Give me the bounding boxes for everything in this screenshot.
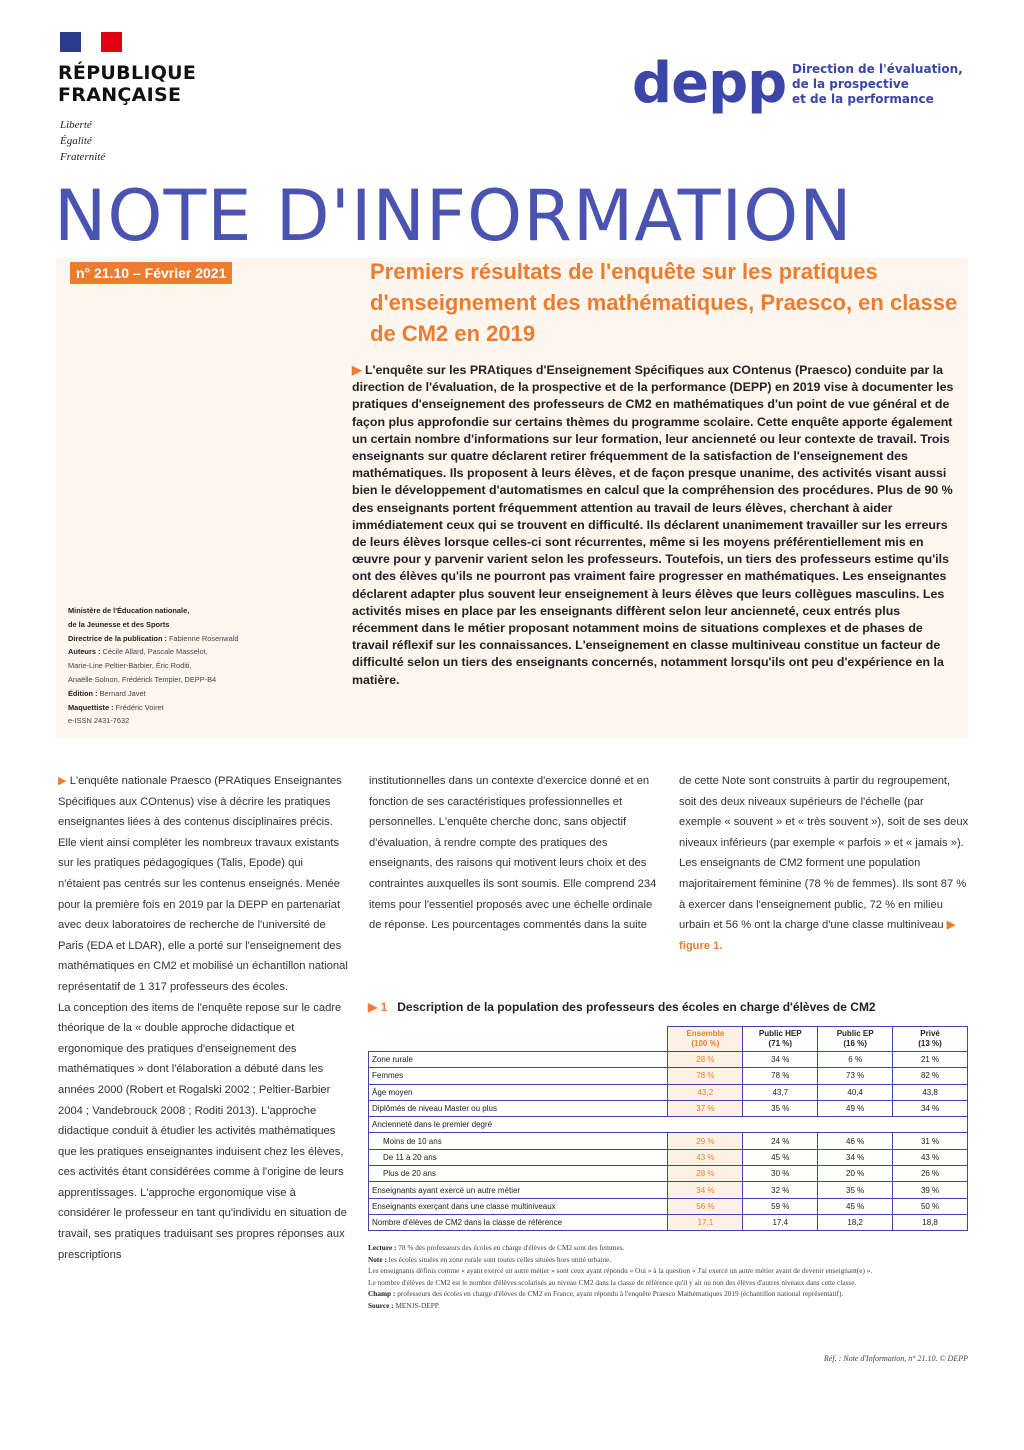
table-cell: 56 %: [668, 1198, 743, 1214]
header-public-ep-share: (16 %): [843, 1039, 867, 1048]
table-header-ensemble: [668, 1027, 743, 1052]
body-column-2: [369, 771, 659, 936]
french-flag-logo: [60, 32, 122, 52]
table-row: [369, 1084, 968, 1100]
figure-note: [368, 1265, 968, 1277]
credits-label: Édition :: [68, 688, 98, 698]
credits-value: Cécile Allard, Pascale Masselot,: [102, 647, 208, 657]
credits-line: [68, 618, 338, 632]
table-cell: 34 %: [743, 1052, 818, 1068]
table-cell: 40,4: [818, 1084, 893, 1100]
table-cell: 39 %: [893, 1182, 968, 1198]
main-title: Premiers résultats de l'enquête sur les pratiques d'enseignement des mathématiques, Praesco, en classe de CM2 en 2019: [370, 259, 958, 346]
header-prive-share: (13 %): [918, 1039, 942, 1048]
table-cell: 6 %: [818, 1052, 893, 1068]
table-row: [369, 1214, 968, 1230]
table-cell: 26 %: [893, 1166, 968, 1182]
table-cell: 18,2: [818, 1214, 893, 1230]
table-cell: 17,1: [668, 1214, 743, 1230]
figure-note-text: les écoles situées en zone rurale sont toutes celles situées hors unité urbaine.: [388, 1254, 612, 1264]
credits-value: Anaëlle Solnon, Frédérick Tempier, DEPP-B4: [68, 674, 217, 684]
table-cell: 34 %: [818, 1149, 893, 1165]
credits-label: de la Jeunesse et des Sports: [68, 619, 170, 629]
figure-note: [368, 1242, 968, 1254]
depp-sub-line3: et de la performance: [792, 92, 934, 106]
figure-note-text: professeurs des écoles en charge d'élèves de CM2 en France, ayant répondu à l'enquête Praesco Mathématiques 2019 (échantillon national représentatif).: [397, 1289, 844, 1299]
table-row: [369, 1068, 968, 1084]
arrow-icon: ▶: [58, 775, 70, 787]
table-row: [369, 1149, 968, 1165]
credits-label: Maquettiste :: [68, 702, 114, 712]
table-cell: 35 %: [743, 1100, 818, 1116]
issue-badge: n° 21.10 – Février 2021: [70, 262, 232, 284]
table-cell: 59 %: [743, 1198, 818, 1214]
figure-table: [368, 1026, 968, 1231]
credits-line: [68, 659, 338, 673]
figure-note-text: Le nombre d'élèves de CM2 est le nombre d'élèves scolarisés au niveau CM2 dans la classe de référence qu'il y ait ou non des élèves d'autres niveaux dans cette classe.: [368, 1277, 857, 1287]
col2-paragraph-1: institutionnelles dans un contexte d'exercice donné et en fonction de ses caractéristiques professionnelles et personnelles. L'enquête cherche donc, sans objectif d'évaluation, à rendre compte des pratiques des enseignants, des raisons qui motivent leurs choix et des contraintes auxquelles ils sont soumis. Elle comprend 234 items pour l'essentiel proposés avec une échelle ordinale de réponse. Les pourcentages commentés dans la suite: [369, 775, 657, 932]
table-cell: 30 %: [743, 1166, 818, 1182]
credits-line: [68, 604, 338, 618]
header-ensemble-label: Ensemble: [686, 1029, 725, 1038]
header-prive-label: Privé: [920, 1029, 940, 1038]
table-cell: 78 %: [668, 1068, 743, 1084]
credits-value: Frédéric Voiret: [115, 702, 164, 712]
table-row-label: Femmes: [369, 1068, 668, 1084]
table-row-label: Enseignants exerçant dans une classe multiniveaux: [369, 1198, 668, 1214]
table-row-label: Plus de 20 ans: [369, 1166, 668, 1182]
credits-label: Directrice de la publication :: [68, 633, 167, 643]
republic-line1: RÉPUBLIQUE: [58, 62, 197, 84]
body-column-1: [58, 771, 348, 1265]
credits-label: Ministère de l'Éducation nationale,: [68, 606, 190, 615]
figure-title-text: Description de la population des professeurs des écoles en charge d'élèves de CM2: [397, 1000, 876, 1014]
depp-sub-line1: Direction de l'évaluation,: [792, 62, 963, 76]
credits-value: Marie-Line Peltier-Barbier, Éric Roditi,: [68, 661, 192, 671]
table-cell: 46 %: [818, 1133, 893, 1149]
table-header-blank: [369, 1027, 668, 1052]
figure-note-text: MENJS-DEPP.: [395, 1300, 440, 1310]
table-cell: 43,8: [893, 1084, 968, 1100]
motto-liberte: Liberté: [60, 119, 92, 131]
figure-1-link-label: figure 1.: [679, 939, 723, 952]
table-cell: 37 %: [668, 1100, 743, 1116]
table-row: [369, 1100, 968, 1116]
table-cell: 20 %: [818, 1166, 893, 1182]
motto-egalite: Égalité: [60, 135, 92, 147]
table-row: [369, 1198, 968, 1214]
motto-fraternite: Fraternité: [60, 151, 106, 163]
republique-francaise-logo: [58, 62, 196, 106]
table-cell: 31 %: [893, 1133, 968, 1149]
table-row: [369, 1182, 968, 1198]
table-cell: 18,8: [893, 1214, 968, 1230]
table-cell: 28 %: [668, 1166, 743, 1182]
credits-line: [68, 687, 338, 701]
figure-note-label: Note :: [368, 1254, 387, 1264]
table-row: [369, 1052, 968, 1068]
credits-line: [68, 701, 338, 715]
header-ensemble-share: (100 %): [691, 1039, 720, 1048]
table-cell: 45 %: [743, 1149, 818, 1165]
table-cell: 17,4: [743, 1214, 818, 1230]
table-row-label: Diplômés de niveau Master ou plus: [369, 1100, 668, 1116]
credits-label: Auteurs :: [68, 647, 101, 657]
figure-reference: Réf. : Note d'Information, n° 21.10. © DEPP: [823, 1354, 968, 1363]
credits-value: Fabienne Rosenwald: [169, 633, 239, 643]
credits-block: [68, 604, 338, 728]
table-row-label: Ancienneté dans le premier degré: [369, 1117, 968, 1133]
figure-note: [368, 1254, 968, 1266]
figure-number: ▶ 1: [368, 1000, 388, 1014]
body-column-3: [679, 771, 969, 956]
credits-line: [68, 645, 338, 659]
table-cell: 43,2: [668, 1084, 743, 1100]
arrow-icon: ▶: [352, 363, 365, 377]
figure-number-label: 1: [380, 1000, 388, 1014]
table-cell: 43,7: [743, 1084, 818, 1100]
col3-paragraph-1: de cette Note sont construits à partir du regroupement, soit des deux niveaux supérieurs de l'échelle (par exemple « souvent » et « très souvent »), soit de ses deux niveaux inférieurs (par exemple « parfois » et « jamais »).: [679, 775, 969, 849]
table-cell: 24 %: [743, 1133, 818, 1149]
figure-title: [368, 1000, 968, 1014]
table-header-prive: [893, 1027, 968, 1052]
credits-line: [68, 673, 338, 687]
table-cell: 78 %: [743, 1068, 818, 1084]
figure-note: [368, 1300, 968, 1312]
summary-body: L'enquête sur les PRAtiques d'Enseignement Spécifiques aux COntenus (Praesco) conduite par la direction de l'évaluation, de la prospective et de la performance (DEPP) en 2019 vise à documenter les pratiques d'enseignement des professeurs de CM2 en mathématiques d'un point de vue général et de façon plus approfondie sur certains thèmes du programme scolaire. Cette enquête apporte également un certain nombre d'informations sur leur formation, leur ancienneté ou leur contexte de travail. Trois enseignants sur quatre déclarent retirer fréquemment de la satisfaction de l'enseignement des mathématiques. Ils proposent à leurs élèves, et de façon presque unanime, des activités visant aussi bien le développement d'automatismes en calcul que la compréhension des procédures. Plus de 90 % des enseignants portent fréquemment attention au travail de leurs élèves, cherchant à aider immédiatement ceux qui se trouvent en difficulté. Ils déclarent unanimement travailler sur les erreurs de leurs élèves lorsque celles-ci sont récurrentes, même si les moyens préférentiellement mis en œuvre pour y parvenir varient selon les professeurs. Toutefois, un tiers des professeurs estime qu'ils ont des élèves qu'ils ne pourront pas vraiment faire progresser en mathématiques. Les enseignantes déclarent adapter plus souvent leur enseignement à leurs élèves que leurs collègues masculins. Les activités mises en place par les enseignants diffèrent selon leur ancienneté, ceux entrés plus récemment dans le métier proposant notamment moins de situations complexes et de phases de travail réflexif sur les connaissances. L'enseignement en classe multiniveau constitue un facteur de difficulté selon un tiers des enseignants concernés, notamment lorsqu'ils ont peu d'expérience en la matière.: [352, 363, 954, 687]
figure-note-label: Lecture :: [368, 1243, 397, 1252]
table-row-label: Nombre d'élèves de CM2 dans la classe de référence: [369, 1214, 668, 1230]
col1-paragraph-1: L'enquête nationale Praesco (PRAtiques Enseignantes Spécifiques aux COntenus) vise à décrire les pratiques enseignantes liées à des contenus disciplinaires précis. Elle vient ainsi compléter les nombreux travaux existants sur les pratiques pédagogiques (Talis, Epode) qui n'étaient pas centrés sur les contenus enseignés. Menée pour la première fois en 2019 par la DEPP en partenariat avec deux laboratoires de recherche de l'université de Paris (EDA et LDAR), elle a porté sur l'enseignement des mathématiques en CM2 et mobilisé un échantillon national représentatif de 1 317 professeurs des écoles.: [58, 775, 348, 993]
table-cell: 73 %: [818, 1068, 893, 1084]
credits-value: e-ISSN 2431-7632: [68, 716, 130, 726]
table-cell: 29 %: [668, 1133, 743, 1149]
col3-paragraph-2: Les enseignants de CM2 forment une population majoritairement féminine (78 % de femmes). Ils sont 87 % à exercer dans l'enseignement public, 72 % en milieu urbain et 56 % ont la charge d'une classe multiniveau: [679, 857, 967, 932]
table-row: [369, 1117, 968, 1133]
table-row-label: De 11 à 20 ans: [369, 1149, 668, 1165]
table-row-label: Âge moyen: [369, 1084, 668, 1100]
table-header-public-ep: [818, 1027, 893, 1052]
figure-note: [368, 1277, 968, 1289]
table-cell: 35 %: [818, 1182, 893, 1198]
depp-subtitle: [792, 62, 963, 107]
table-cell: 34 %: [668, 1182, 743, 1198]
summary-text: [352, 362, 962, 689]
table-cell: 49 %: [818, 1100, 893, 1116]
table-cell: 34 %: [893, 1100, 968, 1116]
table-row-label: Moins de 10 ans: [369, 1133, 668, 1149]
table-row: [369, 1133, 968, 1149]
table-row-label: Zone rurale: [369, 1052, 668, 1068]
table-row-label: Enseignants ayant exercé un autre métier: [369, 1182, 668, 1198]
table-cell: 45 %: [818, 1198, 893, 1214]
figure-notes: [368, 1242, 968, 1312]
depp-sub-line2: de la prospective: [792, 77, 909, 91]
figure-note: [368, 1288, 968, 1300]
table-cell: 28 %: [668, 1052, 743, 1068]
header-public-hep-label: Public HEP: [758, 1029, 802, 1038]
table-header-public-hep: [743, 1027, 818, 1052]
depp-logo: depp: [632, 51, 787, 116]
figure-note-label: Champ :: [368, 1289, 396, 1299]
table-cell: 21 %: [893, 1052, 968, 1068]
credits-line: [68, 632, 338, 646]
table-cell: 43 %: [668, 1149, 743, 1165]
figure-1-link[interactable]: ▶ figure 1.: [679, 919, 956, 952]
header-public-hep-share: (71 %): [768, 1039, 793, 1048]
figure-note-text: Les enseignants définis comme « ayant exercé un autre métier » sont ceux ayant répondu « Oui » à la question « J'ai exercé un autre métier avant de devenir enseignant(e) ».: [368, 1266, 873, 1276]
table-row: [369, 1166, 968, 1182]
figure-note-text: 78 % des professeurs des écoles en charge d'élèves de CM2 sont des femmes.: [398, 1243, 625, 1252]
header-public-ep-label: Public EP: [836, 1029, 874, 1038]
republic-line2: FRANÇAISE: [58, 84, 182, 106]
republic-motto: [60, 117, 105, 165]
table-cell: 82 %: [893, 1068, 968, 1084]
credits-value: Bernard Javet: [99, 688, 146, 698]
note-information-title: NOTE D'INFORMATION: [54, 175, 853, 257]
figure-note-label: Source :: [368, 1300, 394, 1310]
table-cell: 32 %: [743, 1182, 818, 1198]
table-header-row: [369, 1027, 968, 1052]
table-cell: 43 %: [893, 1149, 968, 1165]
credits-line: [68, 714, 338, 728]
col1-paragraph-2: La conception des items de l'enquête repose sur le cadre théorique de la « double approche didactique et ergonomique des pratiques d'enseignement des mathématiques » dont l'élaboration a débuté dans les années 2000 (Robert et Rogalski 2002 ; Peltier-Barbier 2004 ; Vandebrouck 2008 ; Roditi 2013). L'approche didactique conduit à étudier les activités mathématiques que les pratiques enseignantes induisent chez les élèves, ces activités étant considérées comme à l'origine de leurs apprentissages. L'approche ergonomique vise à considérer le professeur en tant qu'individu en situation de travail, ses pratiques traduisant ses propres réponses aux prescriptions: [58, 1001, 347, 1261]
table-cell: 50 %: [893, 1198, 968, 1214]
